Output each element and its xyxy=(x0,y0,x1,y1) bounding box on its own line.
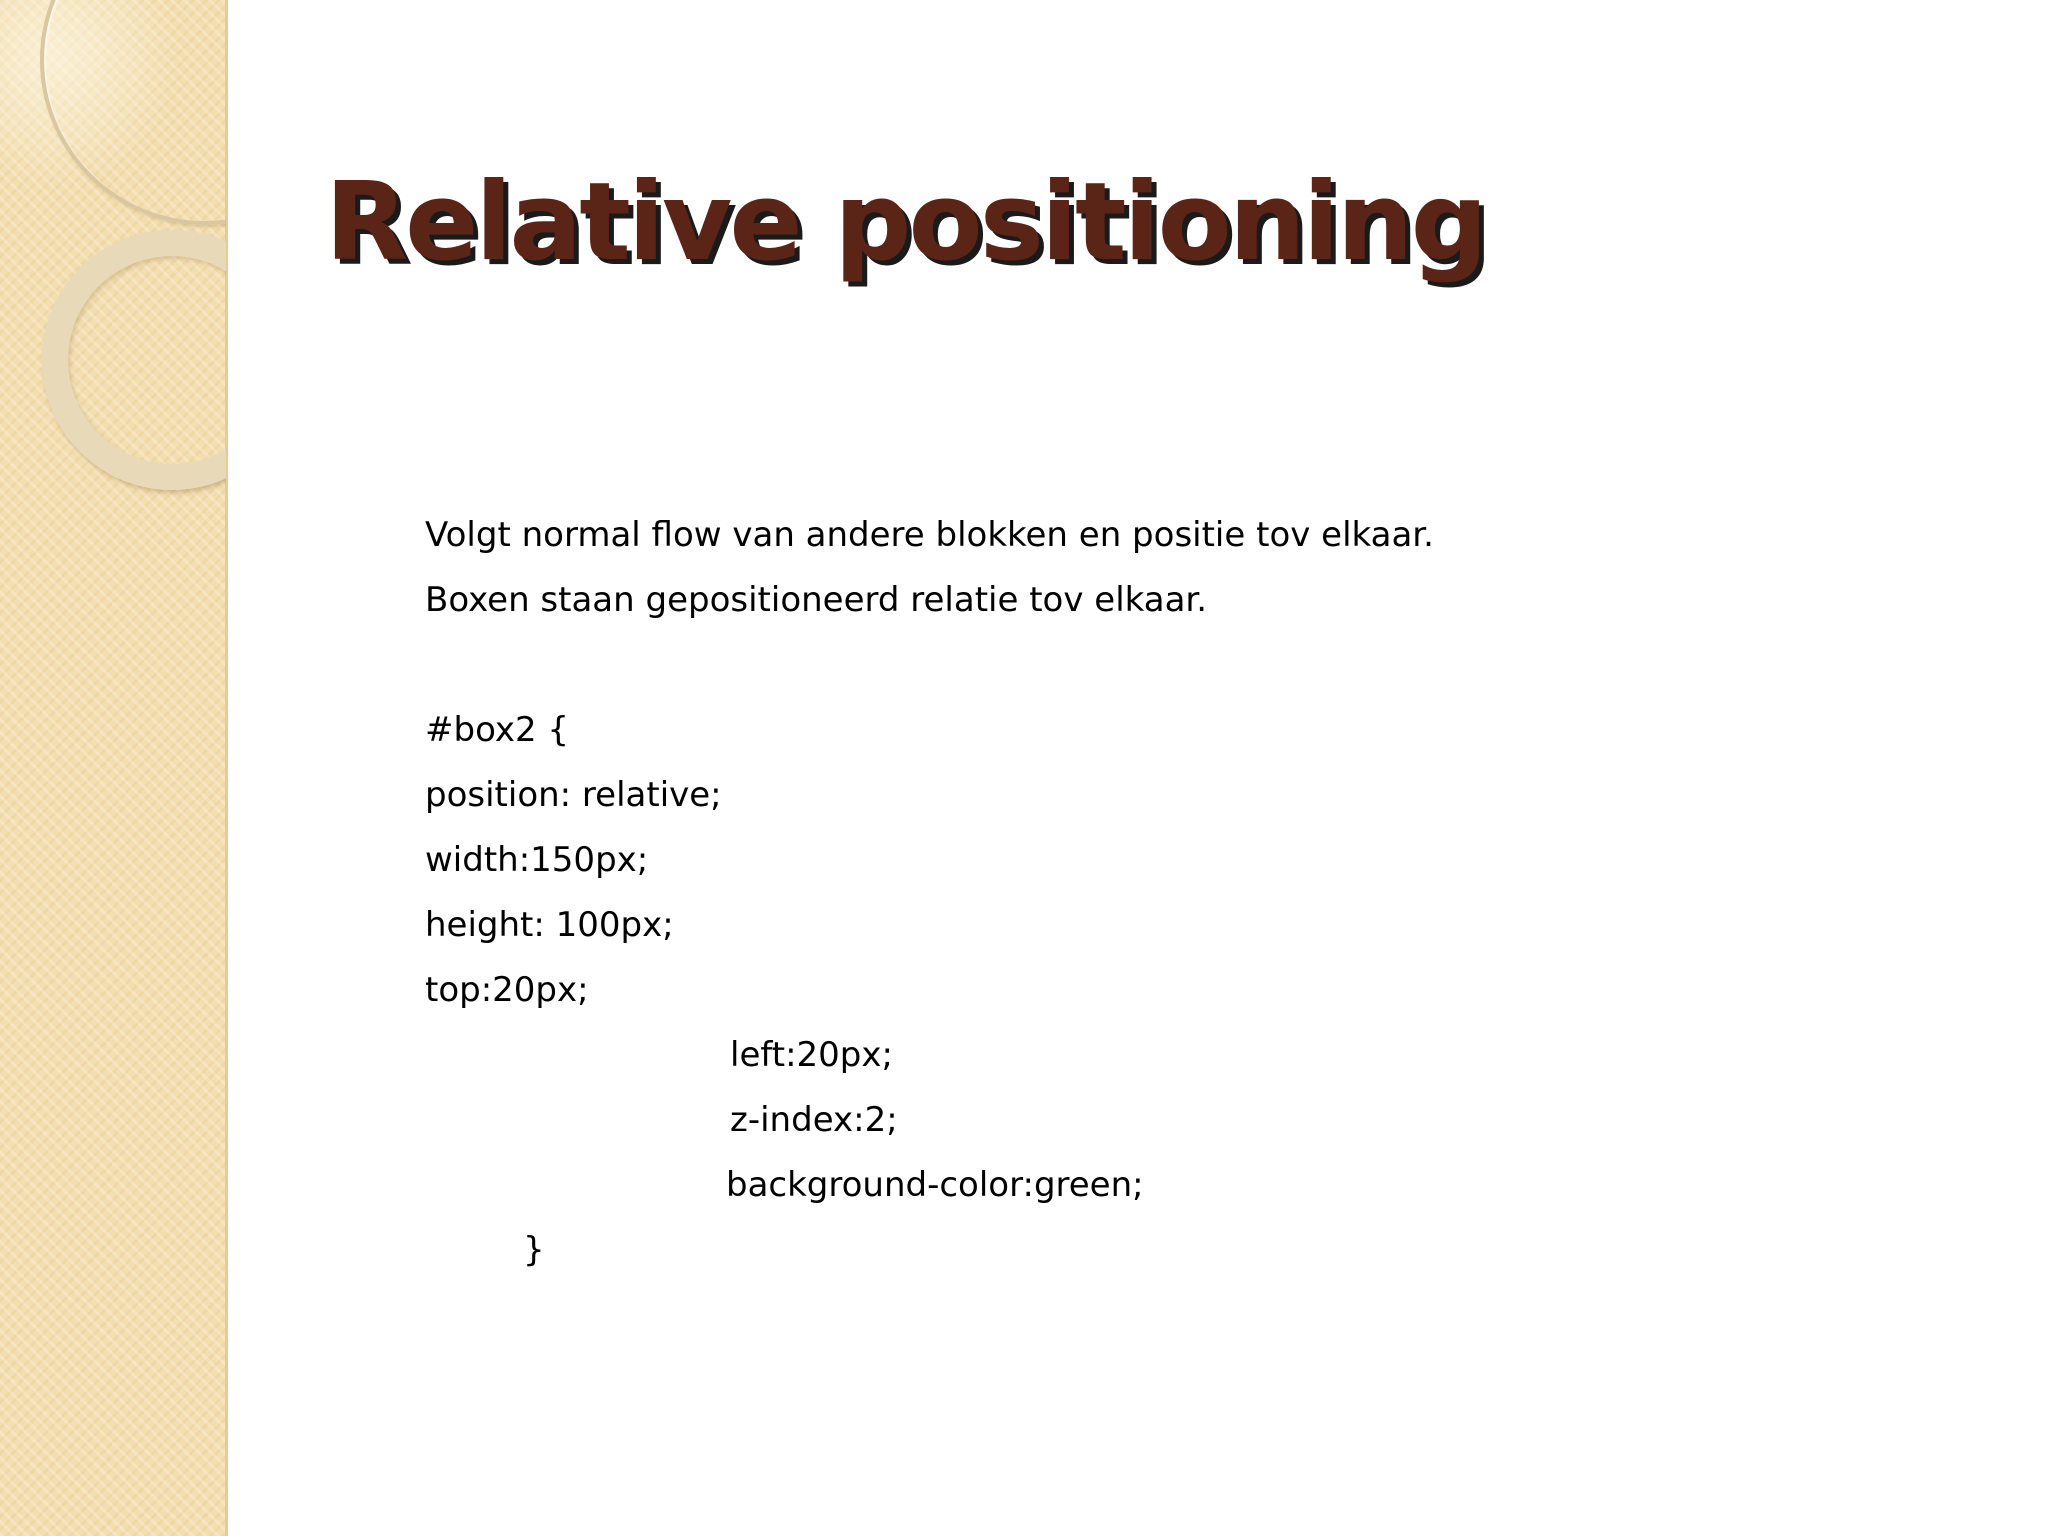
code-line: background-color:green; xyxy=(726,1165,1144,1205)
slide-body xyxy=(425,503,1925,1283)
decorative-ring-top xyxy=(40,0,226,225)
code-line: } xyxy=(523,1230,545,1270)
intro-line: Volgt normal flow van andere blokken en positie tov elkaar. xyxy=(425,515,1434,555)
code-line: width:150px; xyxy=(425,840,649,880)
decorative-ring-middle xyxy=(42,230,226,490)
code-line: left:20px; xyxy=(730,1035,893,1075)
intro-line: Boxen staan gepositioneerd relatie tov elkaar. xyxy=(425,580,1208,620)
code-line: z-index:2; xyxy=(730,1100,898,1140)
blank-line xyxy=(425,633,1925,698)
slide-title: Relative positioning xyxy=(325,160,1485,285)
code-line: #box2 { xyxy=(425,710,570,750)
decorative-rings xyxy=(0,0,226,1536)
code-line: height: 100px; xyxy=(425,905,674,945)
code-line: top:20px; xyxy=(425,970,589,1010)
code-line: position: relative; xyxy=(425,775,722,815)
